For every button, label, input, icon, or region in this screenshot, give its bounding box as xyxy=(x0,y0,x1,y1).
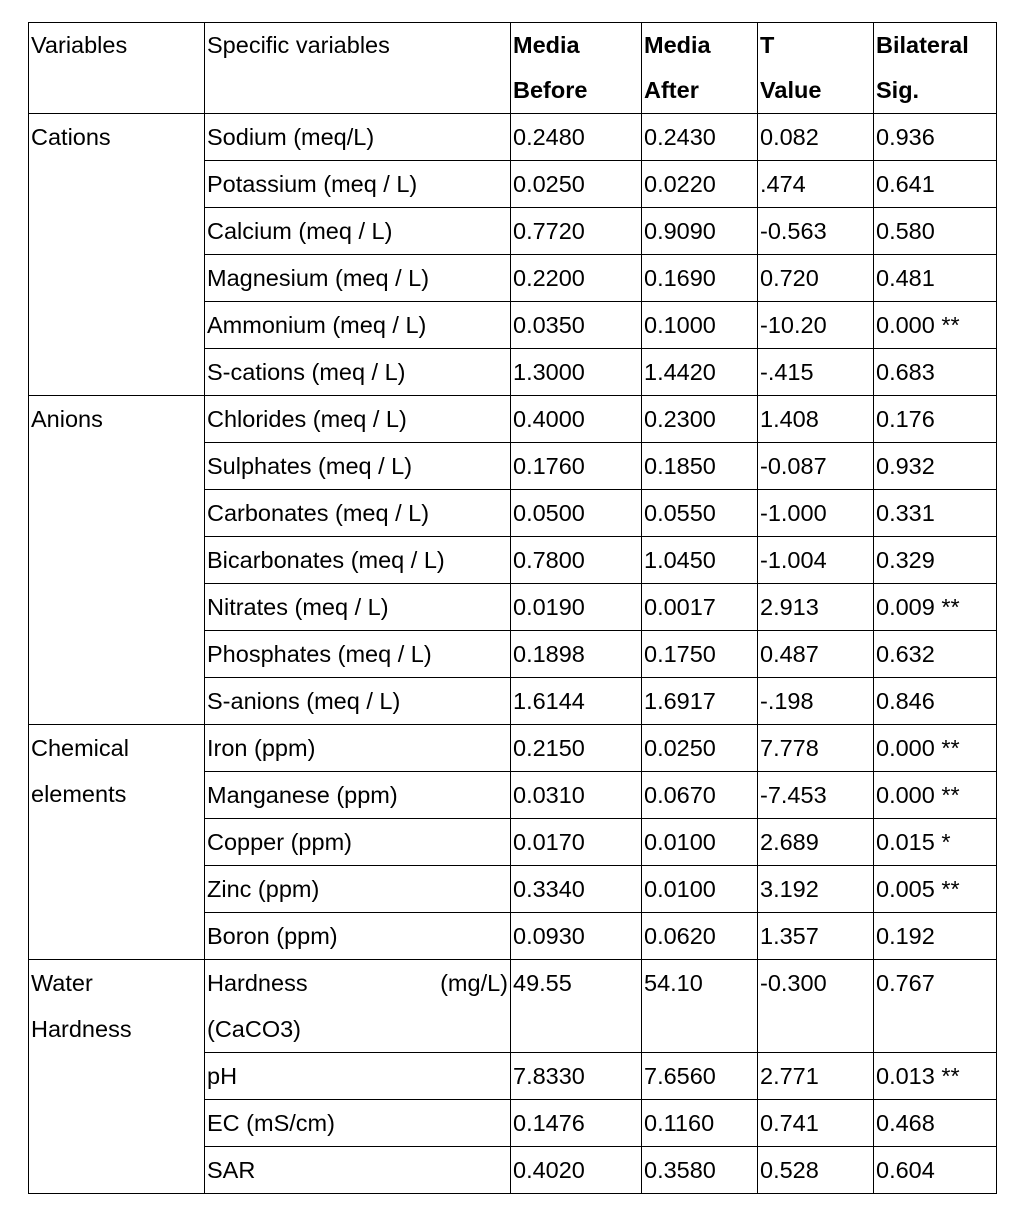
row-label: Bicarbonates (meq / L) xyxy=(205,537,511,584)
sig-cell: 0.013 ** xyxy=(874,1053,997,1100)
sig-cell: 0.932 xyxy=(874,443,997,490)
sig-cell: 0.000 ** xyxy=(874,772,997,819)
media-before-cell: 0.0170 xyxy=(511,819,642,866)
sig-cell: 0.936 xyxy=(874,114,997,161)
sig-cell: 0.683 xyxy=(874,349,997,396)
media-before-cell: 49.55 xyxy=(511,960,642,1053)
t-value-cell: 0.082 xyxy=(758,114,874,161)
t-value-cell: 2.689 xyxy=(758,819,874,866)
t-value-cell: 1.408 xyxy=(758,396,874,443)
media-before-cell: 0.2200 xyxy=(511,255,642,302)
header-specific-variables: Specific variables xyxy=(205,23,511,114)
row-label: Calcium (meq / L) xyxy=(205,208,511,255)
media-before-cell: 0.0250 xyxy=(511,161,642,208)
sig-cell: 0.604 xyxy=(874,1147,997,1194)
header-bilateral-sig: Bilateral Sig. xyxy=(874,23,997,114)
row-label: Potassium (meq / L) xyxy=(205,161,511,208)
table-row xyxy=(29,114,997,161)
t-value-cell: 1.357 xyxy=(758,913,874,960)
sig-cell: 0.632 xyxy=(874,631,997,678)
media-after-cell: 0.1000 xyxy=(642,302,758,349)
media-before-cell: 0.2480 xyxy=(511,114,642,161)
group-anions: Anions xyxy=(29,396,205,725)
media-before-cell: 0.1476 xyxy=(511,1100,642,1147)
row-label: EC (mS/cm) xyxy=(205,1100,511,1147)
row-label: Nitrates (meq / L) xyxy=(205,584,511,631)
media-before-cell: 7.8330 xyxy=(511,1053,642,1100)
row-label: Magnesium (meq / L) xyxy=(205,255,511,302)
row-label: S-anions (meq / L) xyxy=(205,678,511,725)
t-value-cell: -0.300 xyxy=(758,960,874,1053)
media-after-cell: 0.0100 xyxy=(642,866,758,913)
sig-cell: 0.329 xyxy=(874,537,997,584)
t-value-cell: -10.20 xyxy=(758,302,874,349)
group-cations: Cations xyxy=(29,114,205,396)
media-before-cell: 0.7720 xyxy=(511,208,642,255)
media-before-cell: 0.1760 xyxy=(511,443,642,490)
table-row xyxy=(29,960,997,1053)
media-after-cell: 0.0100 xyxy=(642,819,758,866)
media-after-cell: 1.6917 xyxy=(642,678,758,725)
sig-cell: 0.580 xyxy=(874,208,997,255)
media-after-cell: 0.0670 xyxy=(642,772,758,819)
header-media-after: Media After xyxy=(642,23,758,114)
sig-cell: 0.767 xyxy=(874,960,997,1053)
media-after-cell: 0.1750 xyxy=(642,631,758,678)
sig-cell: 0.468 xyxy=(874,1100,997,1147)
header-media-before: Media Before xyxy=(511,23,642,114)
group-water-hardness: Water Hardness xyxy=(29,960,205,1194)
media-after-cell: 0.0017 xyxy=(642,584,758,631)
media-before-cell: 0.0500 xyxy=(511,490,642,537)
media-after-cell: 7.6560 xyxy=(642,1053,758,1100)
t-value-cell: -1.004 xyxy=(758,537,874,584)
t-value-cell: -7.453 xyxy=(758,772,874,819)
t-value-cell: 0.741 xyxy=(758,1100,874,1147)
media-after-cell: 0.0550 xyxy=(642,490,758,537)
sig-cell: 0.176 xyxy=(874,396,997,443)
group-chemical-elements: Chemical elements xyxy=(29,725,205,960)
t-value-cell: 0.720 xyxy=(758,255,874,302)
media-before-cell: 0.0310 xyxy=(511,772,642,819)
media-before-cell: 0.4020 xyxy=(511,1147,642,1194)
t-value-cell: .474 xyxy=(758,161,874,208)
header-variables: Variables xyxy=(29,23,205,114)
media-after-cell: 0.3580 xyxy=(642,1147,758,1194)
media-after-cell: 0.2300 xyxy=(642,396,758,443)
t-value-cell: 7.778 xyxy=(758,725,874,772)
row-label: Ammonium (meq / L) xyxy=(205,302,511,349)
header-row xyxy=(29,23,997,114)
hardness-label: Hardness xyxy=(207,970,308,996)
media-before-cell: 0.0350 xyxy=(511,302,642,349)
media-after-cell: 0.9090 xyxy=(642,208,758,255)
media-before-cell: 1.3000 xyxy=(511,349,642,396)
sig-cell: 0.481 xyxy=(874,255,997,302)
header-t-value: T Value xyxy=(758,23,874,114)
sig-cell: 0.641 xyxy=(874,161,997,208)
t-value-cell: 3.192 xyxy=(758,866,874,913)
row-label: Boron (ppm) xyxy=(205,913,511,960)
sig-cell: 0.000 ** xyxy=(874,302,997,349)
sig-cell: 0.846 xyxy=(874,678,997,725)
media-before-cell: 0.0930 xyxy=(511,913,642,960)
row-label: Copper (ppm) xyxy=(205,819,511,866)
media-before-cell: 0.2150 xyxy=(511,725,642,772)
t-value-cell: -.415 xyxy=(758,349,874,396)
row-label: Sulphates (meq / L) xyxy=(205,443,511,490)
results-table-container xyxy=(28,22,996,1194)
media-before-cell: 0.3340 xyxy=(511,866,642,913)
row-label: Zinc (ppm) xyxy=(205,866,511,913)
media-before-cell: 0.7800 xyxy=(511,537,642,584)
media-after-cell: 0.2430 xyxy=(642,114,758,161)
row-label xyxy=(205,960,511,1053)
t-value-cell: -0.087 xyxy=(758,443,874,490)
sig-cell: 0.015 * xyxy=(874,819,997,866)
t-value-cell: 0.487 xyxy=(758,631,874,678)
media-before-cell: 1.6144 xyxy=(511,678,642,725)
t-value-cell: -.198 xyxy=(758,678,874,725)
media-after-cell: 1.0450 xyxy=(642,537,758,584)
media-after-cell: 0.0250 xyxy=(642,725,758,772)
row-label: Carbonates (meq / L) xyxy=(205,490,511,537)
results-table xyxy=(28,22,997,1194)
media-after-cell: 0.0620 xyxy=(642,913,758,960)
sig-cell: 0.005 ** xyxy=(874,866,997,913)
media-before-cell: 0.1898 xyxy=(511,631,642,678)
table-row xyxy=(29,725,997,772)
row-label: SAR xyxy=(205,1147,511,1194)
sig-cell: 0.192 xyxy=(874,913,997,960)
row-label: Manganese (ppm) xyxy=(205,772,511,819)
media-before-cell: 0.0190 xyxy=(511,584,642,631)
sig-cell: 0.331 xyxy=(874,490,997,537)
row-label: Chlorides (meq / L) xyxy=(205,396,511,443)
row-label: pH xyxy=(205,1053,511,1100)
row-label: Iron (ppm) xyxy=(205,725,511,772)
sig-cell: 0.000 ** xyxy=(874,725,997,772)
t-value-cell: 2.771 xyxy=(758,1053,874,1100)
media-after-cell: 1.4420 xyxy=(642,349,758,396)
row-label: Sodium (meq/L) xyxy=(205,114,511,161)
row-label: Phosphates (meq / L) xyxy=(205,631,511,678)
media-after-cell: 0.1690 xyxy=(642,255,758,302)
hardness-basis: (CaCO3) xyxy=(207,1016,302,1042)
table-row xyxy=(29,396,997,443)
media-after-cell: 0.0220 xyxy=(642,161,758,208)
media-after-cell: 0.1160 xyxy=(642,1100,758,1147)
row-label: S-cations (meq / L) xyxy=(205,349,511,396)
t-value-cell: -0.563 xyxy=(758,208,874,255)
media-after-cell: 54.10 xyxy=(642,960,758,1053)
t-value-cell: -1.000 xyxy=(758,490,874,537)
media-before-cell: 0.4000 xyxy=(511,396,642,443)
t-value-cell: 0.528 xyxy=(758,1147,874,1194)
hardness-unit: (mg/L) xyxy=(440,970,508,996)
media-after-cell: 0.1850 xyxy=(642,443,758,490)
t-value-cell: 2.913 xyxy=(758,584,874,631)
sig-cell: 0.009 ** xyxy=(874,584,997,631)
